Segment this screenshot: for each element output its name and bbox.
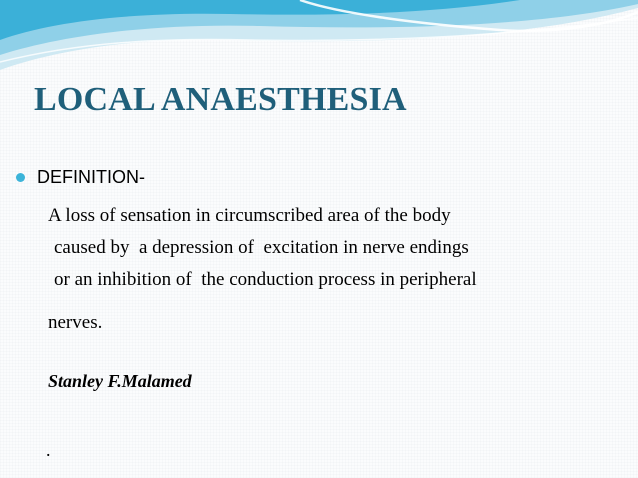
slide-title: LOCAL ANAESTHESIA (34, 81, 407, 118)
definition-line-4: nerves. (48, 312, 103, 333)
trailing-period: . (46, 440, 51, 460)
definition-line-1: A loss of sensation in circumscribed area of the body (48, 205, 451, 226)
definition-line-3: or an inhibition of the conduction process in peripheral (54, 269, 477, 290)
author-citation: Stanley F.Malamed (48, 371, 192, 391)
definition-line-2: caused by a depression of excitation in nerve endings (54, 237, 469, 258)
definition-label: DEFINITION- (37, 167, 145, 187)
bullet-dot-icon (16, 173, 25, 182)
header-wave-decoration (0, 0, 638, 80)
definition-bullet (16, 165, 145, 189)
